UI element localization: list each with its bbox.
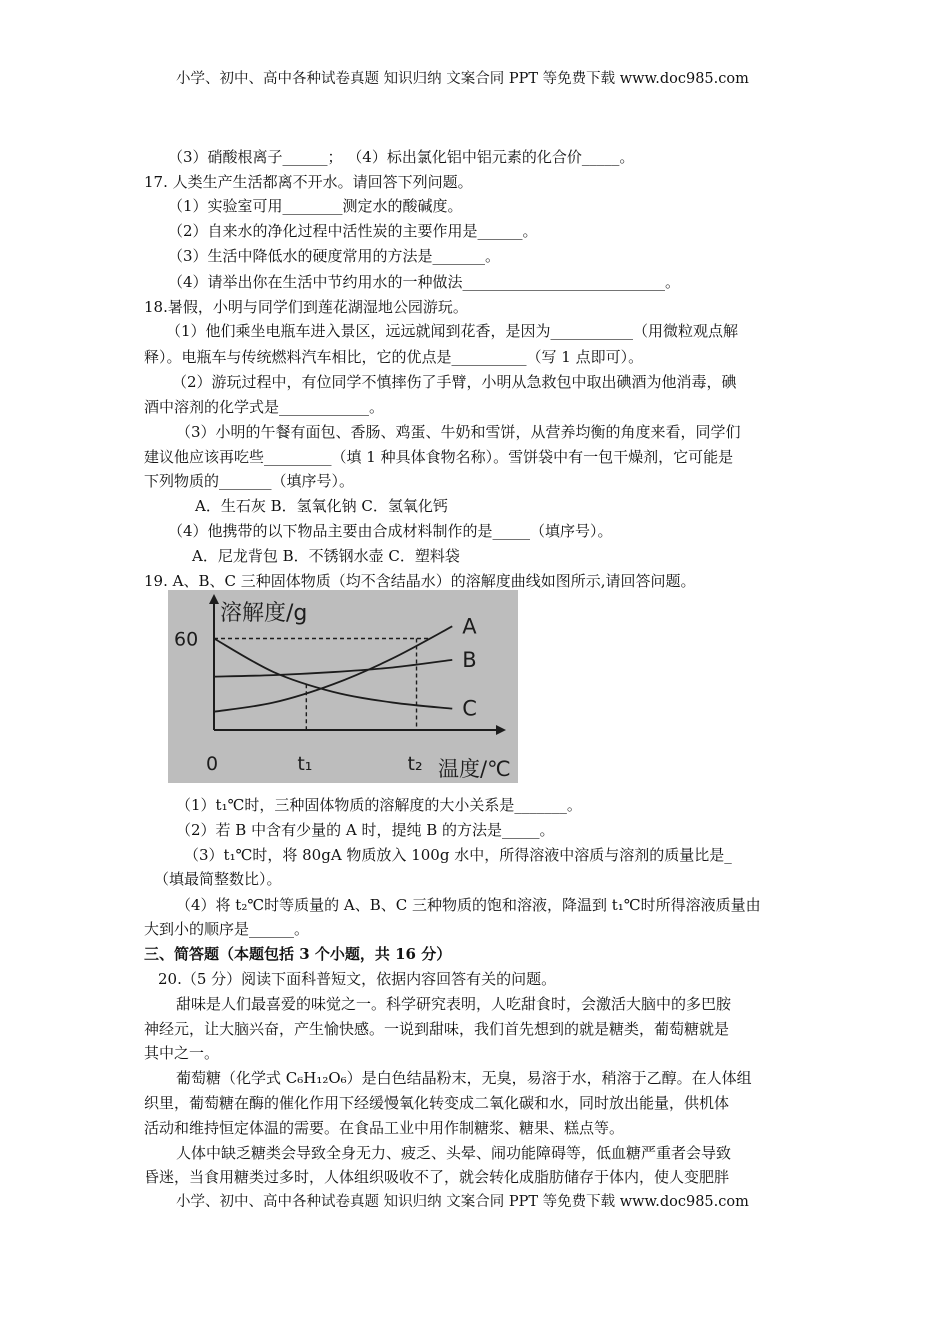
q18-part-2-line2: 酒中溶剂的化学式是____________。: [144, 398, 385, 416]
legend-C: C: [462, 696, 477, 721]
q18-part-2-line1: （2）游玩过程中，有位同学不慎摔伤了手臂，小明从急救包中取出碘酒为他消毒，碘: [172, 373, 737, 391]
q20-para1-line3: 其中之一。: [144, 1044, 220, 1062]
legend-B: B: [462, 647, 477, 672]
x-tick-label-t2: t₂: [407, 753, 423, 775]
q18-part-3-line1: （3）小明的午餐有面包、香肠、鸡蛋、牛奶和雪饼，从营养均衡的角度来看，同学们: [176, 423, 741, 441]
legend-A: A: [462, 614, 477, 639]
q19-part-2: （2）若 B 中含有少量的 A 时，提纯 B 的方法是_____。: [176, 821, 555, 839]
q19-part-3-line1: （3）t₁℃时，将 80gA 物质放入 100g 水中，所得溶液中溶质与溶剂的质量比是_: [184, 846, 732, 864]
q20-para3-line2: 昏迷，当食用糖类过多时，人体组织吸收不了，就会转化成脂肪储存于体内，使人变肥胖: [144, 1168, 730, 1186]
y-tick-label-60: 60: [174, 628, 199, 651]
x-axis-label: 温度/℃: [438, 757, 511, 781]
section-3-title: 三、简答题（本题包括 3 个小题，共 16 分）: [144, 945, 452, 963]
q20-para1-line2: 神经元，让大脑兴奋，产生愉快感。一说到甜味，我们首先想到的就是糖类，葡萄糖就是: [144, 1020, 730, 1038]
q19-part-1: （1）t₁℃时，三种固体物质的溶解度的大小关系是_______。: [176, 796, 582, 814]
y-axis-label: 溶解度/g: [220, 601, 308, 626]
q17-part-3: （3）生活中降低水的硬度常用的方法是_______。: [168, 247, 501, 265]
page-footer: 小学、初中、高中各种试卷真题 知识归纳 文案合同 PPT 等免费下载 www.doc985.com: [176, 1194, 749, 1210]
origin-label: 0: [206, 753, 219, 775]
q19-part-4-line2: 大到小的顺序是______。: [144, 920, 310, 938]
q19-part-4-line1: （4）将 t₂℃时等质量的 A、B、C 三种物质的饱和溶液，降温到 t₁℃时所得溶液质量由: [176, 896, 761, 914]
q19-part-3-line2: （填最简整数比）。: [154, 870, 282, 888]
x-axis-arrow: [496, 725, 506, 735]
q17-part-2: （2）自来水的净化过程中活性炭的主要作用是______。: [168, 222, 538, 240]
q16-part-3-4: （3）硝酸根离子______； （4）标出氯化铝中铝元素的化合价_____。: [168, 148, 635, 166]
q18-stem: 18.暑假，小明与同学们到莲花湖湿地公园游玩。: [144, 298, 468, 316]
q20-stem: 20.（5 分）阅读下面科普短文，依据内容回答有关的问题。: [158, 970, 557, 988]
q19-stem: 19. A、B、C 三种固体物质（均不含结晶水）的溶解度曲线如图所示,请回答问题。: [144, 572, 696, 590]
q18-part-4-options: A．尼龙背包 B．不锈钢水壶 C．塑料袋: [192, 547, 460, 565]
q18-part-4: （4）他携带的以下物品主要由合成材料制作的是_____（填序号）。: [168, 522, 613, 540]
q17-stem: 17. 人类生产生活都离不开水。请回答下列问题。: [144, 173, 473, 191]
q18-part-3-line3: 下列物质的_______（填序号）。: [144, 472, 355, 490]
q18-part-1-line1: （1）他们乘坐电瓶车进入景区，远远就闻到花香，是因为___________（用微粒观点解: [166, 322, 739, 340]
solubility-curve-chart: [168, 590, 518, 783]
x-tick-label-t1: t₁: [297, 753, 313, 775]
page-header: 小学、初中、高中各种试卷真题 知识归纳 文案合同 PPT 等免费下载 www.doc985.com: [176, 71, 749, 87]
q20-para2-line3: 活动和维持恒定体温的需要。在食品工业中用作制糖浆、糖果、糕点等。: [144, 1119, 625, 1137]
q20-para1-line1: 甜味是人们最喜爱的味觉之一。科学研究表明，人吃甜食时，会激活大脑中的多巴胺: [176, 995, 732, 1013]
q20-para2-line1: 葡萄糖（化学式 C₆H₁₂O₆）是白色结晶粉末，无臭，易溶于水，稍溶于乙醇。在人体组: [176, 1069, 752, 1087]
q18-part-1-line2: 释）。电瓶车与传统燃料汽车相比，它的优点是__________（写 1 点即可）。: [144, 348, 644, 366]
q18-part-3-options: A．生石灰 B．氢氧化钠 C．氢氧化钙: [195, 497, 448, 515]
y-axis-arrow: [209, 594, 219, 604]
q18-part-3-line2: 建议他应该再吃些_________（填 1 种具体食物名称）。雪饼袋中有一包干燥剂，它可能是: [144, 448, 734, 466]
q17-part-1: （1）实验室可用________测定水的酸碱度。: [168, 197, 463, 215]
q17-part-4: （4）请举出你在生活中节约用水的一种做法___________________________。: [168, 273, 681, 291]
q20-para3-line1: 人体中缺乏糖类会导致全身无力、疲乏、头晕、闹功能障碍等，低血糖严重者会导致: [176, 1144, 732, 1162]
q20-para2-line2: 织里，葡萄糖在酶的催化作用下经缓慢氧化转变成二氧化碳和水，同时放出能量，供机体: [144, 1094, 730, 1112]
